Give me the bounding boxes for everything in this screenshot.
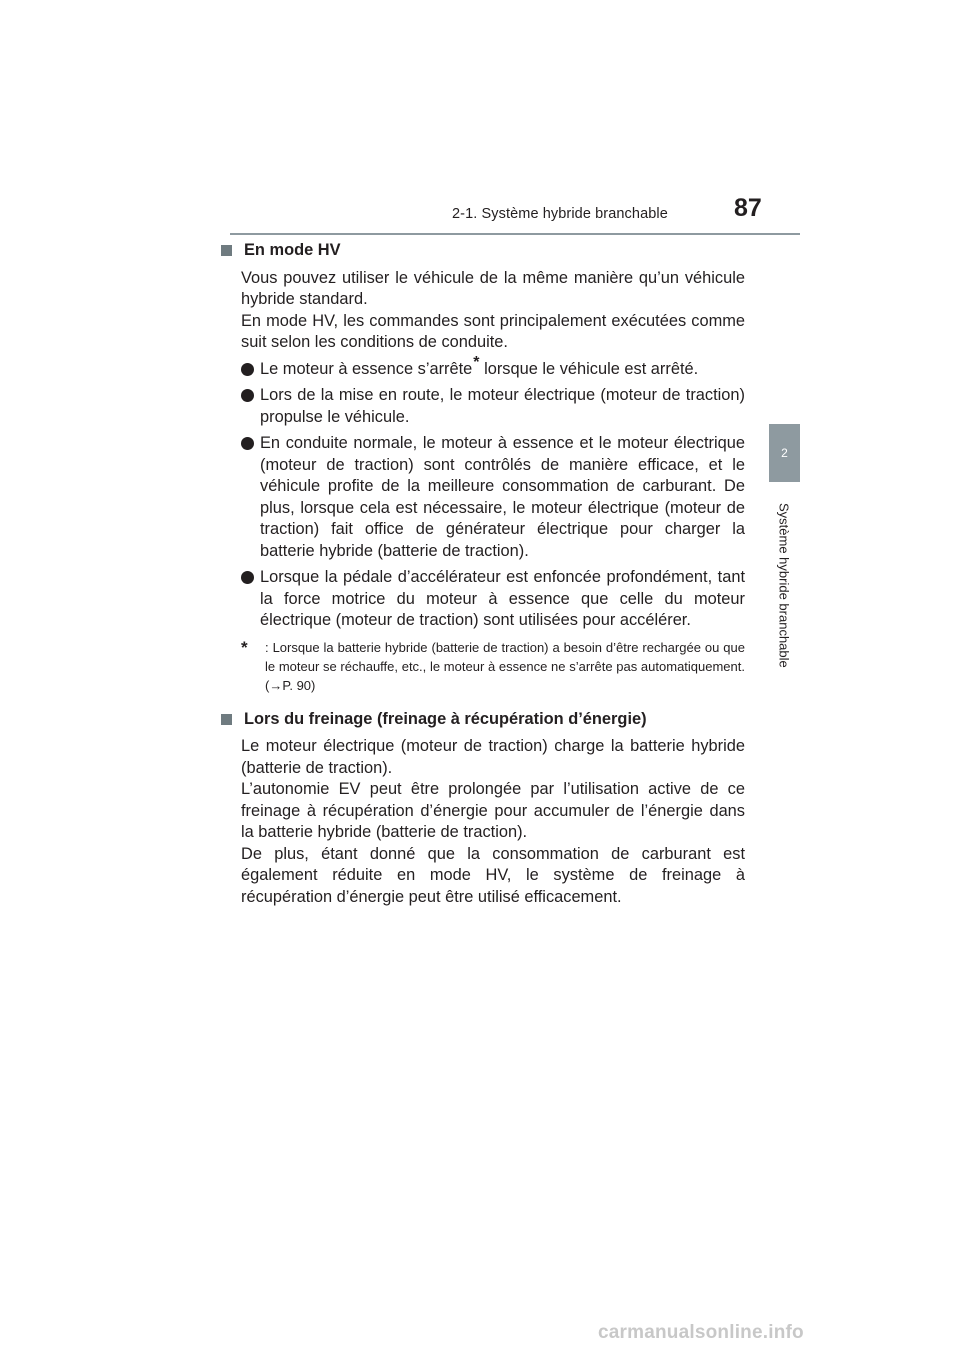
filled-circle-icon — [241, 437, 254, 450]
paragraph: L’autonomie EV peut être prolongée par l’utilisation active de ce freinage à récupération d’énergie pour accumuler de l’énergie dans la batterie hybride (batterie de traction). — [241, 780, 745, 841]
list-item — [241, 433, 745, 562]
list-item-text: Lorsque la pédale d’accélérateur est enfoncée profondément, tant la force motrice du moteur à essence que celle du moteur électrique (moteur de traction) sont utilisées pour accélérer. — [260, 568, 745, 629]
arrow-right-icon: → — [269, 677, 283, 693]
section-body — [241, 268, 745, 354]
chapter-side-label-box — [772, 492, 796, 678]
page-content — [219, 240, 745, 908]
list-item-text: Le moteur à essence s’arrête — [260, 359, 473, 378]
list-item-text: En conduite normale, le moteur à essence et le moteur électrique (moteur de traction) sont contrôlés de manière efficace, et le véhicule profite de la meilleure consommation de carburant. De plus, lorsque cela est nécessaire, le moteur électrique (moteur de traction) fait office de générateur électrique pour charger la batterie hybride (batterie de traction). — [260, 434, 745, 560]
list-item — [241, 567, 745, 632]
square-bullet-icon — [221, 714, 232, 725]
paragraph: Le moteur électrique (moteur de traction) charge la batterie hybride (batterie de traction). — [241, 737, 745, 777]
footnote-marker: * — [241, 637, 248, 657]
paragraph: En mode HV, les commandes sont principalement exécutées comme suit selon les conditions de conduite. — [241, 311, 745, 351]
square-bullet-icon — [221, 245, 232, 256]
list-item-text-cont: lorsque le véhicule est arrêté. — [479, 359, 699, 378]
section-regenerative-braking — [219, 709, 745, 909]
section-heading — [219, 240, 745, 262]
filled-circle-icon — [241, 571, 254, 584]
section-body — [241, 736, 745, 908]
section-heading-text: En mode HV — [244, 241, 341, 259]
running-header-section: 2-1. Système hybride branchable — [452, 206, 668, 222]
section-hv-mode — [219, 240, 745, 695]
filled-circle-icon — [241, 389, 254, 402]
section-heading — [219, 709, 745, 731]
list-item — [241, 385, 745, 428]
section-heading-text: Lors du freinage (freinage à récupération d’énergie) — [244, 709, 647, 728]
footnote-text: : Lorsque la batterie hybride (batterie de traction) a besoin d’être rechargée ou que le moteur se réchauffe, etc., le moteur à essence ne s’arrête pas automatiquement. ( — [265, 639, 745, 693]
chapter-side-label: Système hybride branchable — [776, 502, 792, 668]
page-number: 87 — [734, 194, 762, 222]
chapter-tab — [769, 424, 800, 482]
footnote-star: * — [473, 354, 480, 372]
footnote — [241, 638, 745, 695]
bullet-list — [241, 354, 745, 632]
chapter-number: 2 — [781, 446, 788, 460]
paragraph: De plus, étant donné que la consommation de carburant est également réduite en mode HV, le système de freinage à récupération d’énergie peut être utilisé efficacement. — [241, 844, 745, 906]
page-reference[interactable]: P. 90) — [282, 677, 316, 693]
list-item — [241, 354, 745, 381]
paragraph: Vous pouvez utiliser le véhicule de la même manière qu’un véhicule hybride standard. — [241, 268, 745, 308]
site-watermark: carmanualsonline.info — [598, 1322, 804, 1343]
header-divider — [230, 233, 800, 235]
filled-circle-icon — [241, 363, 254, 376]
list-item-text: Lors de la mise en route, le moteur électrique (moteur de traction) propulse le véhicule. — [260, 386, 745, 426]
